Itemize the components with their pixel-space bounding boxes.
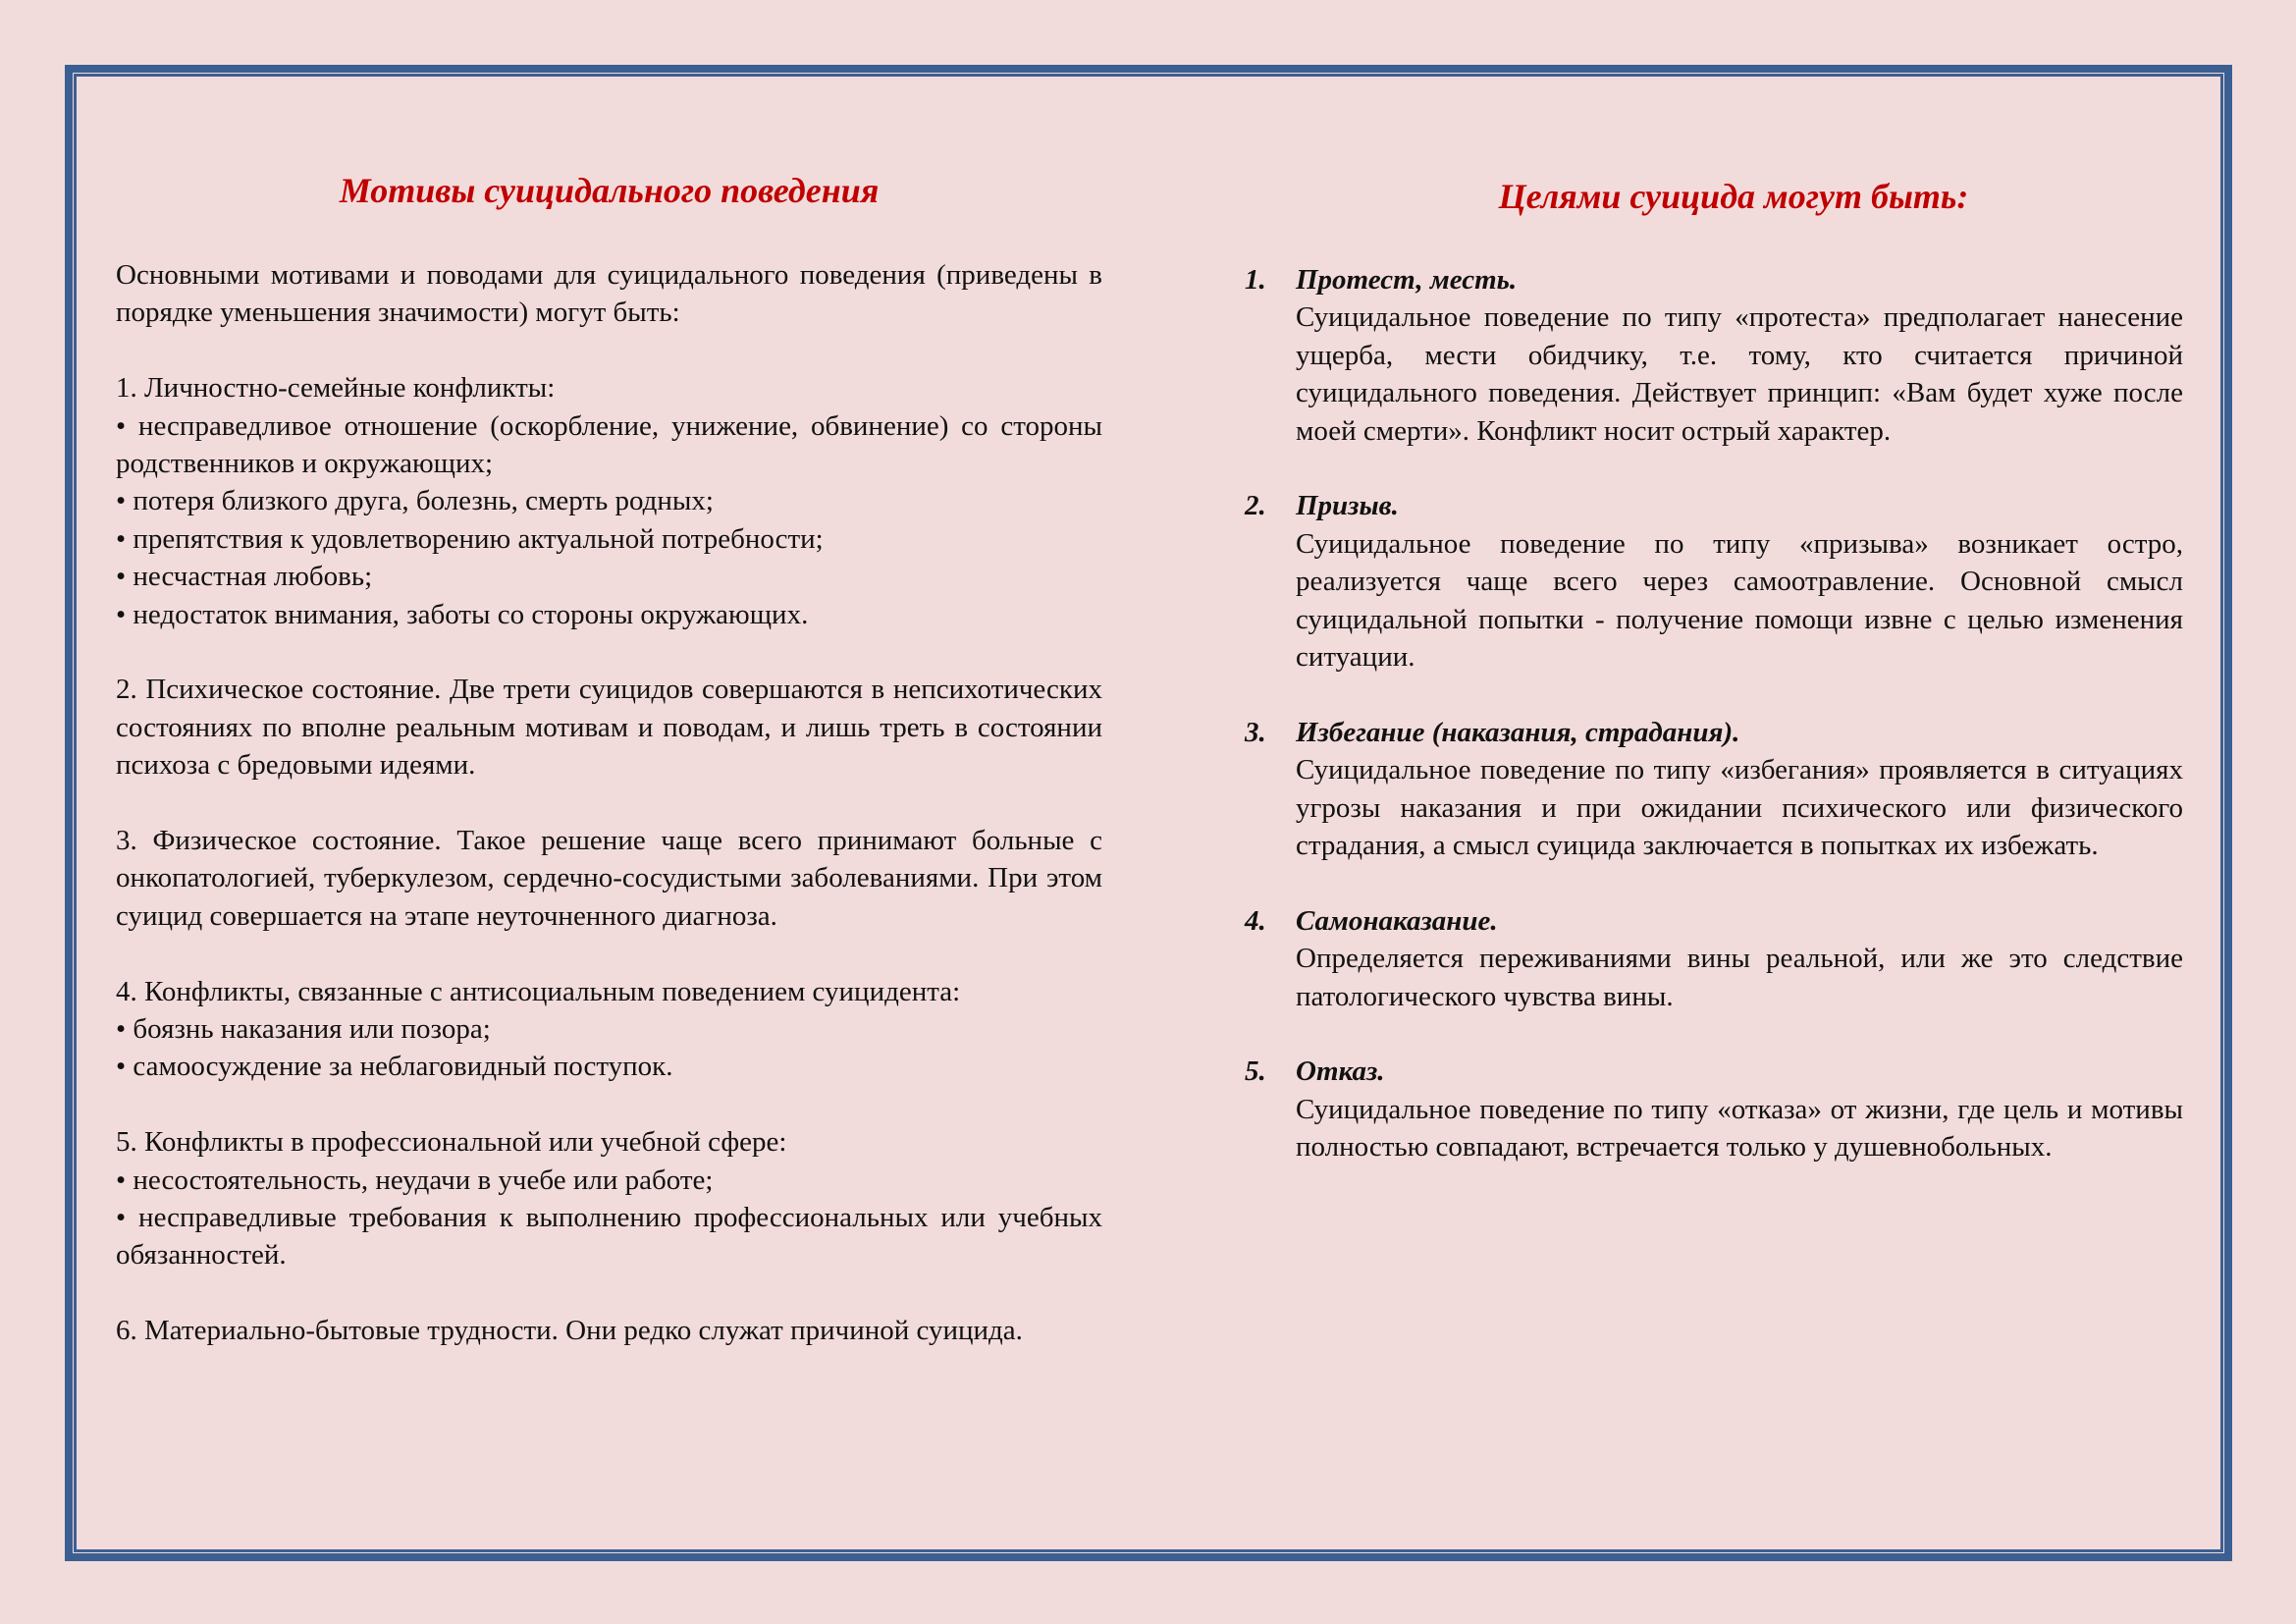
goal-content: [1296, 261, 2183, 450]
motives-heading: Мотивы суицидального поведения: [339, 171, 880, 210]
motive-group-5-item: • несправедливые требования к выполнению профессиональных или учебных обязанностей.: [116, 1202, 1102, 1272]
motive-group-4-title: 4. Конфликты, связанные с антисоциальным поведением суицидента:: [116, 975, 961, 1007]
motive-paragraph-6: 6. Материально-бытовые трудности. Они редко служат причиной суицида.: [116, 1315, 1023, 1347]
motive-group-1-item: • несчастная любовь;: [116, 561, 373, 593]
goal-description: Суицидальное поведение по типу «призыва» возникает остро, реализуется чаще всего через самоотравление. Основной смысл суицидальной попытки - получение помощи извне с целью изменения ситуации.: [1296, 527, 2183, 674]
motive-paragraph-3: 3. Физическое состояние. Такое решение чаще всего принимают больные с онкопатологией, туберкулезом, сердечно-сосудистыми заболеваниями. При этом суицид совершается на этапе неуточненного диагноза.: [116, 825, 1102, 932]
goal-title: Отказ.: [1296, 1056, 1385, 1088]
goal-item: [1245, 1053, 2183, 1165]
motive-paragraph-2: 2. Психическое состояние. Две трети суицидов совершаются в непсихотических состояниях по вполне реальным мотивам и поводам, и лишь треть в состоянии психоза с бредовыми идеями.: [116, 674, 1102, 782]
motive-group-1-title: 1. Личностно-семейные конфликты:: [116, 372, 556, 405]
goal-description: Суицидальное поведение по типу «избегания» проявляется в ситуациях угрозы наказания и при ожидании психического или физического страдания, а смысл суицида заключается в попытках их избежать.: [1296, 754, 2183, 862]
goal-number: 2.: [1245, 490, 1266, 522]
goal-description: Определяется переживаниями вины реальной, или же это следствие патологического чувства вины.: [1296, 943, 2183, 1012]
goal-title: Избегание (наказания, страдания).: [1296, 716, 1740, 748]
goals-list: [1245, 261, 2183, 1204]
motive-group-5-title: 5. Конфликты в профессиональной или учебной сфере:: [116, 1126, 787, 1159]
motive-group-1-item: • недостаток внимания, заботы со стороны окружающих.: [116, 598, 809, 630]
goal-number: 3.: [1245, 716, 1266, 748]
motive-group-4-item: • боязнь наказания или позора;: [116, 1013, 491, 1046]
motive-group-4: [116, 973, 1102, 1086]
motive-group-4-item: • самоосуждение за неблаговидный поступок.: [116, 1051, 673, 1083]
goal-content: [1296, 487, 2183, 676]
motive-group-1-item: • несправедливое отношение (оскорбление, унижение, обвинение) со стороны родственников и окружающих;: [116, 409, 1102, 480]
goal-description: Суицидальное поведение по типу «отказа» от жизни, где цель и мотивы полностью совпадают, встречается только у душевнобольных.: [1296, 1093, 2183, 1164]
goal-title: Самонаказание.: [1296, 904, 1498, 937]
goal-content: [1296, 1053, 2183, 1165]
motive-group-1-item: • потеря близкого друга, болезнь, смерть родных;: [116, 485, 714, 517]
goals-heading: Целями суицида могут быть:: [1498, 177, 1969, 216]
motive-group-1-item: • препятствия к удовлетворению актуальной потребности;: [116, 522, 824, 555]
goal-item: [1245, 714, 2183, 865]
motive-group-5: [116, 1123, 1102, 1274]
goal-item: [1245, 902, 2183, 1015]
goal-content: [1296, 902, 2183, 1015]
goal-item: [1245, 487, 2183, 676]
motives-body: [116, 256, 1102, 1387]
goal-item: [1245, 261, 2183, 450]
goal-number: 5.: [1245, 1056, 1266, 1088]
goal-description: Суицидальное поведение по типу «протеста» предполагает нанесение ущерба, мести обидчику, т.е. тому, кто считается причиной суицидального поведения. Действует принцип: «Вам будет хуже после моей смерти». Конфликт носит острый характер.: [1296, 301, 2183, 447]
goal-title: Протест, месть.: [1296, 264, 1518, 296]
goal-number: 1.: [1245, 264, 1266, 296]
motive-group-1: [116, 369, 1102, 633]
goal-number: 4.: [1245, 904, 1266, 937]
motive-group-5-item: • несостоятельность, неудачи в учебе или работе;: [116, 1164, 714, 1196]
goal-content: [1296, 714, 2183, 865]
motives-intro: Основными мотивами и поводами для суицидального поведения (приведены в порядке уменьшения значимости) могут быть:: [116, 259, 1102, 329]
goal-title: Призыв.: [1296, 490, 1399, 522]
